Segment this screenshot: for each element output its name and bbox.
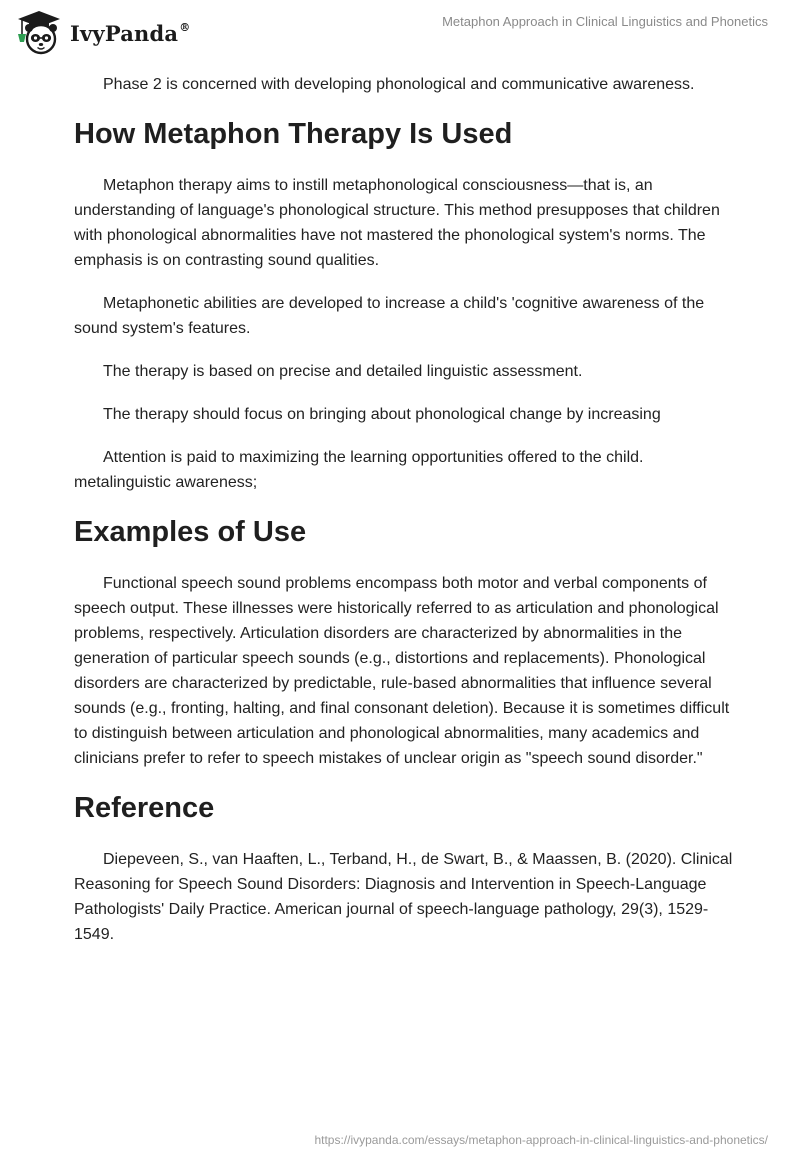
paragraph: Metaphon therapy aims to instill metaphonological consciousness—that is, an understanding of language's phonological structure. This method presupposes that children with phonological abnormalities have not mastered the phonological system's norms. The emphasis is on contrasting sound qualities. xyxy=(74,177,720,269)
paragraph: The therapy is based on precise and detailed linguistic assessment. xyxy=(103,363,583,380)
section-heading-how-used: How Metaphon Therapy Is Used xyxy=(74,118,513,150)
document-title: Metaphon Approach in Clinical Linguistics and Phonetics xyxy=(442,14,768,29)
paragraph: Attention is paid to maximizing the learning opportunities offered to the child. metalinguistic awareness; xyxy=(74,449,644,491)
paragraph: Metaphonetic abilities are developed to increase a child's 'cognitive awareness of the sound system's features. xyxy=(74,295,705,337)
section-heading-reference: Reference xyxy=(74,792,215,824)
paragraph: Functional speech sound problems encompass both motor and verbal components of speech output. These illnesses were historically referred to as articulation and phonological problems, respectively. Articulation disorders are characterized by abnormalities in the generation of particular speech sounds (e.g., distortions and replacements). Phonological disorders are characterized by predictable, rule-based abnormalities that influence several sounds (e.g., fronting, halting, and final consonant deletion). Because it is sometimes difficult to distinguish between articulation and phonological abnormalities, many academics and clinicians prefer to refer to speech mistakes of unclear origin as "speech sound disorder." xyxy=(74,575,730,767)
registered-mark: ® xyxy=(179,20,191,34)
reference-entry: Diepeveen, S., van Haaften, L., Terband, H., de Swart, B., & Maassen, B. (2020). Clinical Reasoning for Speech Sound Disorders: Diagnosis and Intervention in Speech-Language Pathologists' Daily Practice. American journal of speech-language pathology, 29(3), 1529-1549. xyxy=(74,851,733,943)
essay-body xyxy=(74,72,734,965)
paragraph: The therapy should focus on bringing about phonological change by increasing xyxy=(103,406,661,423)
intro-paragraph: Phase 2 is concerned with developing phonological and communicative awareness. xyxy=(103,76,695,93)
panda-graduate-icon xyxy=(14,8,64,56)
ivypanda-logo[interactable] xyxy=(14,8,190,56)
source-url-link[interactable]: https://ivypanda.com/essays/metaphon-approach-in-clinical-linguistics-and-phonetics/ xyxy=(314,1133,768,1147)
logo-wordmark: IvyPanda® xyxy=(70,20,191,46)
section-heading-examples: Examples of Use xyxy=(74,516,307,548)
page-header xyxy=(0,0,800,60)
